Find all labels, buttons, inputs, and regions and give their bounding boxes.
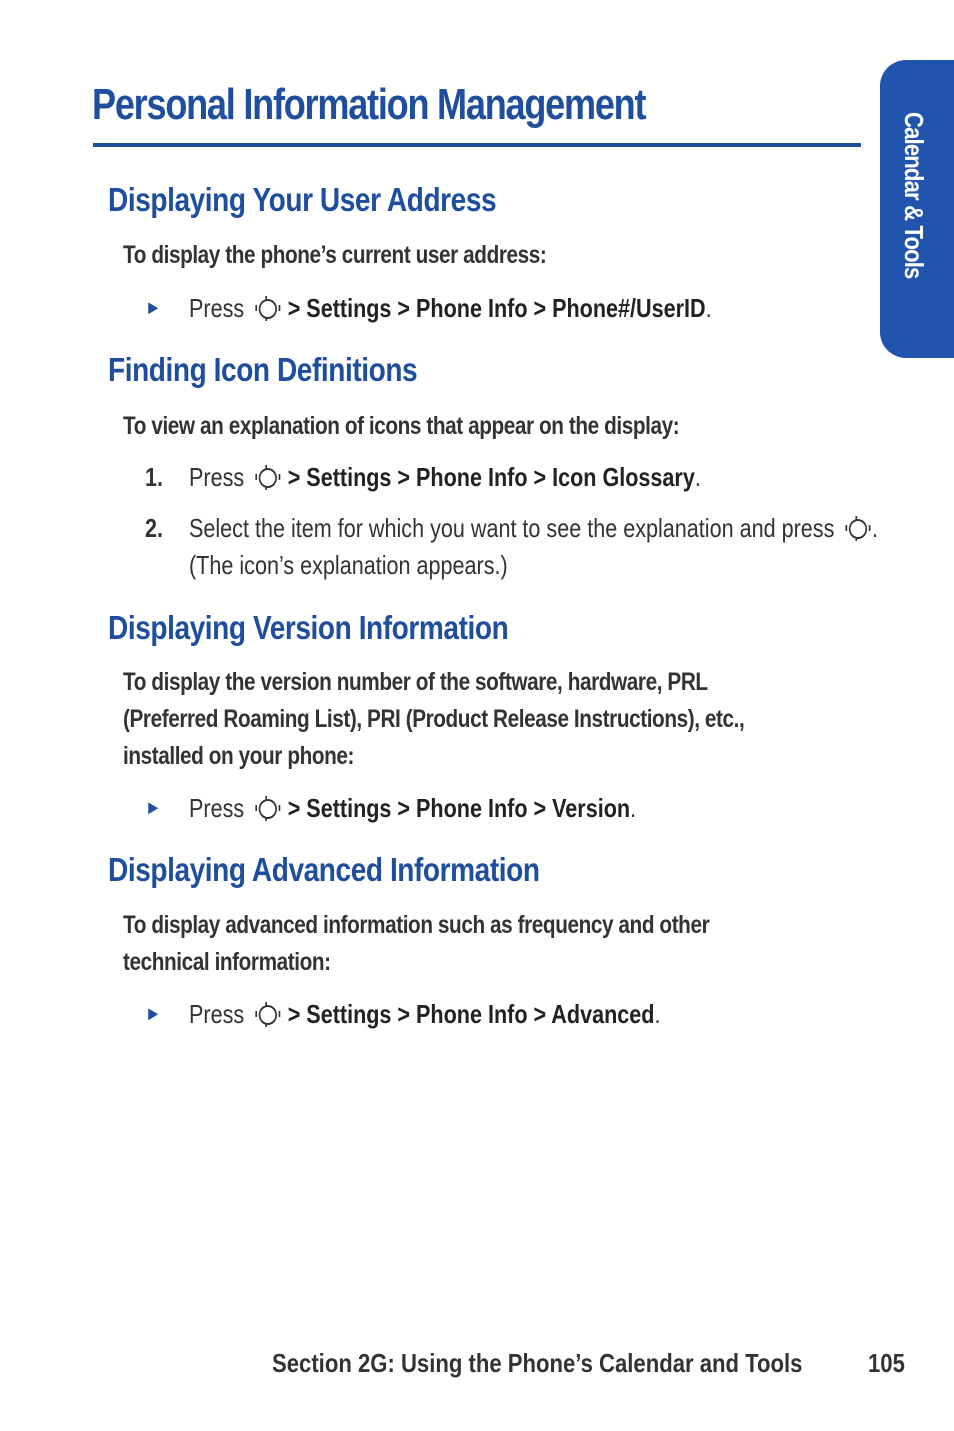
section-intro (123, 664, 837, 775)
section-heading-version-info: Displaying Version Information (108, 609, 509, 646)
intro-line: installed on your phone: (123, 742, 354, 770)
intro-line: (Preferred Roaming List), PRI (Product Release Instructions), etc., (123, 705, 745, 733)
triangle-bullet-icon: ► (145, 1003, 162, 1025)
section-intro (123, 907, 837, 981)
step-number: 1. (145, 462, 164, 492)
step-end: . (705, 293, 712, 323)
side-tab-label: Calendar & Tools (899, 112, 929, 279)
menu-path: > Settings > Phone Info > Phone#/UserID (287, 293, 706, 323)
intro-line: To display advanced information such as frequency and other (123, 911, 710, 939)
step-press-text: Press (188, 793, 245, 823)
step-text: Select the item for which you want to see the explanation and press (188, 513, 835, 543)
triangle-bullet-icon: ► (145, 297, 162, 319)
menu-path: > Settings > Phone Info > Icon Glossary (287, 462, 695, 492)
menu-path: > Settings > Phone Info > Advanced (287, 999, 655, 1029)
step-end: . (694, 462, 701, 492)
section-heading-user-address: Displaying Your User Address (108, 181, 497, 218)
triangle-bullet-icon: ► (145, 797, 162, 819)
page-footer: Section 2G: Using the Phone’s Calendar and Tools (272, 1348, 803, 1378)
section-heading-icon-definitions: Finding Icon Definitions (108, 351, 418, 388)
step-end: . (871, 513, 878, 543)
page-number: 105 (868, 1348, 905, 1378)
step-press-text: Press (188, 293, 245, 323)
section-heading-advanced-info: Displaying Advanced Information (108, 851, 540, 888)
menu-ok-key-icon (252, 796, 280, 822)
intro-line: To display the version number of the software, hardware, PRL (123, 668, 708, 696)
menu-ok-key-icon (252, 1002, 280, 1028)
menu-path: > Settings > Phone Info > Version (287, 793, 631, 823)
step-end: . (630, 793, 637, 823)
menu-ok-key-icon (252, 465, 280, 491)
step-text-line2: (The icon’s explanation appears.) (188, 550, 508, 580)
menu-ok-key-icon (842, 516, 870, 542)
menu-ok-key-icon (252, 296, 280, 322)
section-intro: To view an explanation of icons that appear on the display: (123, 412, 680, 440)
title-rule (93, 143, 861, 147)
step-press-text: Press (188, 999, 245, 1029)
step-end: . (654, 999, 661, 1029)
page-title: Personal Information Management (92, 80, 646, 129)
intro-line: technical information: (123, 948, 331, 976)
step-press-text: Press (188, 462, 245, 492)
step-number: 2. (145, 513, 164, 543)
section-intro: To display the phone’s current user address: (123, 241, 547, 269)
